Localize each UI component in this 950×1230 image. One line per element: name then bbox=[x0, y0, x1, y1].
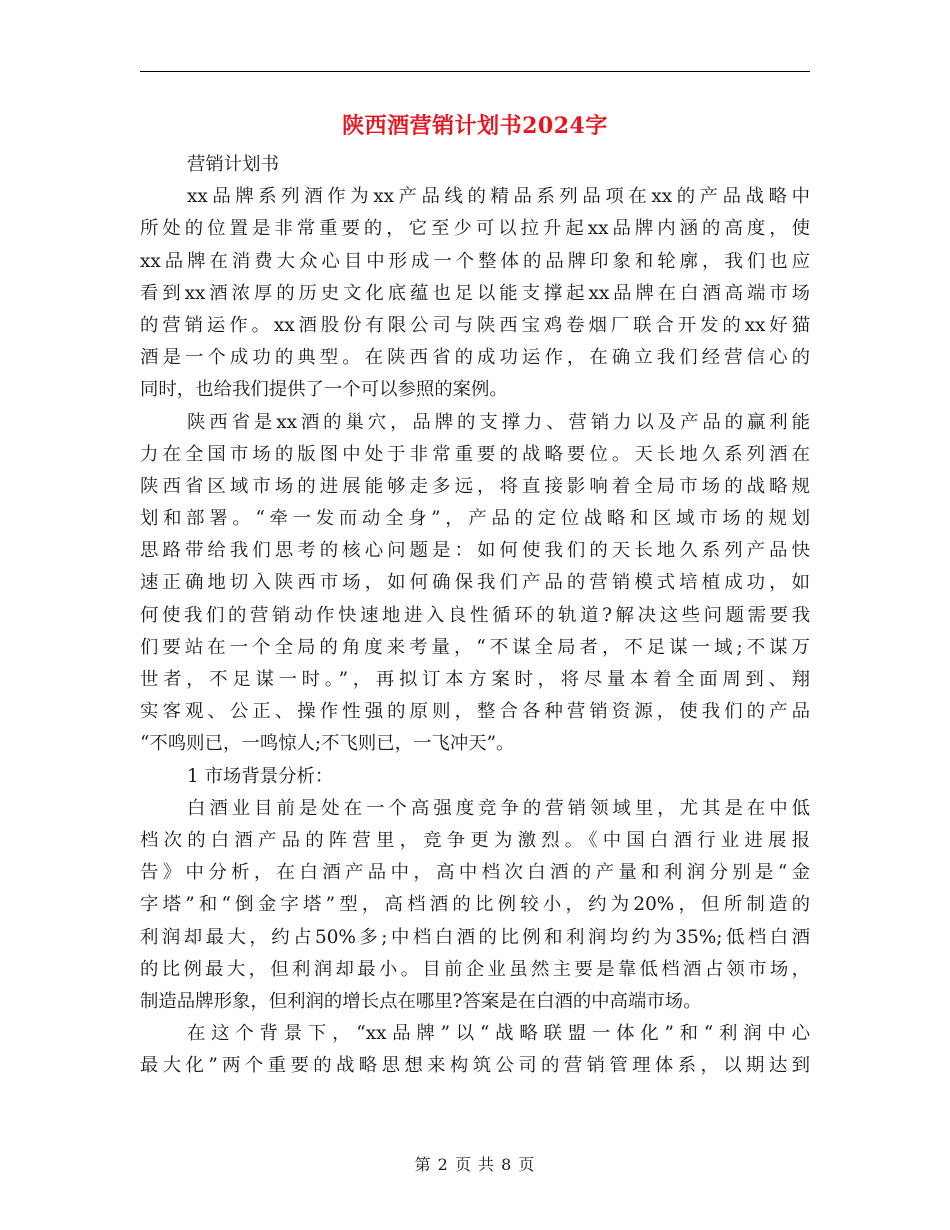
paragraph-line: 何使我们的营销动作快速地进入良性循环的轨道?解决这些问题需要我 bbox=[140, 604, 810, 626]
page-number-footer: 第 2 页 共 8 页 bbox=[414, 1155, 536, 1174]
paragraph-line: 陕西省区域市场的进展能够走多远，将直接影响着全局市场的战略规 bbox=[140, 475, 810, 497]
paragraph-line: 同时，也给我们提供了一个可以参照的案例。 bbox=[140, 379, 508, 401]
paragraph-line: 字塔”和“倒金字塔”型，高档酒的比例较小，约为20%，但所制造的 bbox=[140, 894, 810, 916]
paragraph-line: 在这个背景下，“xx品牌”以“战略联盟一体化”和“利润中心 bbox=[187, 1023, 810, 1045]
paragraph-line: 制造品牌形象，但利润的增长点在哪里?答案是在白酒的中高端市场。 bbox=[140, 990, 702, 1012]
paragraph-line: 白酒业目前是处在一个高强度竞争的营销领域里，尤其是在中低 bbox=[187, 797, 810, 819]
paragraph-line: xx品牌系列酒作为xx产品线的精品系列品项在xx的产品战略中 bbox=[187, 186, 810, 208]
paragraph-line: 档次的白酒产品的阵营里，竞争更为激烈。《中国白酒行业进展报 bbox=[140, 829, 810, 851]
paragraph-line: 利润却最大，约占50%多;中档白酒的比例和利润均约为35%;低档白酒 bbox=[140, 926, 810, 948]
paragraph-line: “不鸣则已，一鸣惊人;不飞则已，一飞冲天”。 bbox=[140, 733, 515, 755]
document-body bbox=[140, 149, 810, 1082]
paragraph-line: 所处的位置是非常重要的，它至少可以拉升起xx品牌内涵的高度，使 bbox=[140, 218, 810, 240]
paragraph-line: 实客观、公正、操作性强的原则，整合各种营销资源，使我们的产品 bbox=[140, 701, 810, 723]
paragraph-line: 看到xx酒浓厚的历史文化底蕴也足以能支撑起xx品牌在白酒高端市场 bbox=[140, 282, 810, 304]
paragraph-line: 告》中分析，在白酒产品中，高中档次白酒的产量和利润分别是“金 bbox=[140, 862, 810, 884]
paragraph-line: 世者，不足谋一时。”，再拟订本方案时，将尽量本着全面周到、翔 bbox=[140, 669, 810, 690]
paragraph-line: 最大化”两个重要的战略思想来构筑公司的营销管理体系，以期达到 bbox=[140, 1055, 810, 1077]
paragraph-line: 速正确地切入陕西市场，如何确保我们产品的营销模式培植成功，如 bbox=[140, 572, 810, 594]
section-heading: 营销计划书 bbox=[187, 154, 279, 175]
paragraph-line: 划和部署。“牵一发而动全身”，产品的定位战略和区域市场的规划 bbox=[140, 508, 810, 530]
document-title: 陕西酒营销计划书2024字 bbox=[342, 113, 608, 139]
paragraph-line: 的比例最大，但利润却最小。目前企业虽然主要是靠低档酒占领市场， bbox=[140, 958, 810, 980]
paragraph-line: 的营销运作。xx酒股份有限公司与陕西宝鸡卷烟厂联合开发的xx好猫 bbox=[140, 314, 810, 336]
paragraph-line: 思路带给我们思考的核心问题是：如何使我们的天长地久系列产品快 bbox=[140, 540, 810, 562]
paragraph-line: 酒是一个成功的典型。在陕西省的成功运作，在确立我们经营信心的 bbox=[140, 347, 810, 369]
paragraph-line: 们要站在一个全局的角度来考量，“不谋全局者，不足谋一域;不谋万 bbox=[140, 636, 810, 658]
paragraph-line: xx品牌在消费大众心目中形成一个整体的品牌印象和轮廓，我们也应 bbox=[140, 250, 810, 272]
paragraph-line: 陕西省是xx酒的巢穴，品牌的支撑力、营销力以及产品的赢利能 bbox=[187, 411, 810, 433]
paragraph-line: 力在全国市场的版图中处于非常重要的战略要位。天长地久系列酒在 bbox=[140, 443, 810, 465]
section-heading: 1 市场背景分析： bbox=[187, 765, 334, 787]
header-rule bbox=[140, 71, 810, 72]
